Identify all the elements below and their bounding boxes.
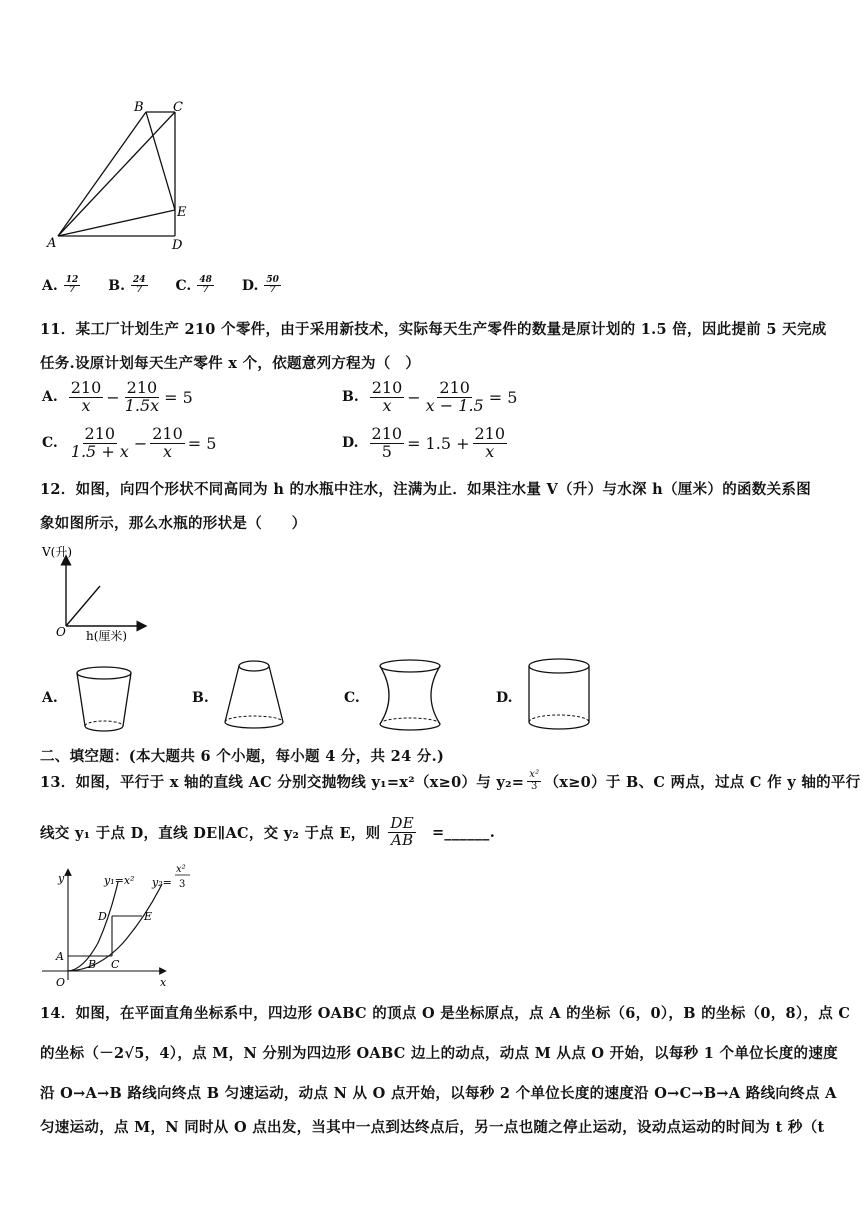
q10-options [42,276,281,296]
q13-label-E: E [144,910,153,923]
label-A: A [47,236,57,251]
q13-label-curve2: y₂= [152,876,172,889]
q11-option-a[interactable]: A. $\frac{210}{x}$ − $\frac{210}{1.5x}$ = 5 [42,378,193,415]
graph-x-label: h(厘米) [86,629,128,643]
q13-line2: 线交 y₁ 于点 D，直线 DE∥AC，交 y₂ 于点 E，则 $\frac{DE}{AB}$ =______. [40,814,496,849]
q13-label-B: B [88,958,97,971]
label-D: D [172,238,183,253]
q12-graph [38,542,158,646]
graph-y-label: V(升) [42,545,73,559]
q10-option-c[interactable]: C. $\frac{48}{7}$ [175,275,212,296]
graph-origin: O [56,625,66,639]
vessel-b-icon [220,656,290,736]
q13-label-curve1: y₁=x² [104,874,135,887]
vessel-a-icon [70,662,140,738]
q12-line2: 象如图所示，那么水瓶的形状是（ ） [40,515,307,532]
q11-line1: 11．某工厂计划生产 210 个零件，由于采用新技术，实际每天生产零件的数量是原计划的 1.5 倍，因此提前 5 天完成 [40,321,827,338]
q10-option-a[interactable]: A. $\frac{12}{7}$ [42,275,79,296]
q12-line1: 12．如图，向四个形状不同高同为 h 的水瓶中注水，注满为止．如果注水量 V（升）与水深 h（厘米）的函数关系图 [40,481,812,498]
q12-option-d[interactable]: D. [496,690,513,706]
q14-line1: 14．如图，在平面直角坐标系中，四边形 OABC 的顶点 O 是坐标原点，点 A 的坐标（6，0），B 的坐标（0，8），点 C [40,1005,851,1022]
q11-option-b[interactable]: B. $\frac{210}{x}$ − $\frac{210}{x - 1.5}$ = 5 [342,378,518,415]
q10-figure [40,96,200,256]
q11-option-d[interactable]: D. $\frac{210}{5}$ = 1.5 + $\frac{210}{x}$ [342,424,506,461]
label-B: B [134,100,144,115]
label-C: C [173,100,183,115]
q13-label-D: D [98,910,107,923]
q12-option-a[interactable]: A. [42,690,58,706]
q14-line3: 沿 O→A→B 路线向终点 B 匀速运动，动点 N 从 O 点开始，以每秒 2 个单位长度的速度沿 O→C→B→A 路线向终点 A [40,1085,837,1102]
q13-line1: 13．如图，平行于 x 轴的直线 AC 分别交抛物线 y₁=x²（x≥0）与 y₂= $\frac{\text{x²}}{3}$ （x≥0）于 B、C 两点，过点 C 作 y 轴的平行 [40,769,861,792]
q13-label-C: C [111,958,120,971]
section-2-heading: 二、填空题：(本大题共 6 个小题，每小题 4 分，共 24 分.) [40,748,445,765]
q11-option-c[interactable]: C. $\frac{210}{1.5 + x}$ − $\frac{210}{x}$ = 5 [42,424,217,461]
q13-label-A: A [56,950,64,963]
q14-line4: 匀速运动，点 M，N 同时从 O 点出发，当其中一点到达终点后，另一点也随之停止运动，设动点运动的时间为 t 秒（t [40,1119,825,1136]
q13-label-y: y [58,872,65,885]
q12-option-c[interactable]: C. [344,690,360,706]
vessel-c-icon [372,656,448,736]
q13-label-curve2-den: 3 [179,879,186,890]
vessel-d-icon [524,654,596,736]
q11-line2: 任务.设原计划每天生产零件 x 个，依题意列方程为（ ） [40,355,421,372]
q13-label-x: x [160,976,167,989]
q12-option-b[interactable]: B. [192,690,209,706]
label-E: E [177,205,187,220]
q13-graph [38,858,208,992]
q10-option-d[interactable]: D. $\frac{50}{7}$ [241,275,279,296]
q13-label-curve2-num: x² [176,864,186,875]
q10-option-b[interactable]: B. $\frac{24}{7}$ [108,275,146,296]
q14-line2: 的坐标（－2√5，4），点 M，N 分别为四边形 OABC 边上的动点，动点 M 从点 O 开始，以每秒 1 个单位长度的速度 [40,1045,838,1062]
q13-label-O: O [56,976,66,989]
